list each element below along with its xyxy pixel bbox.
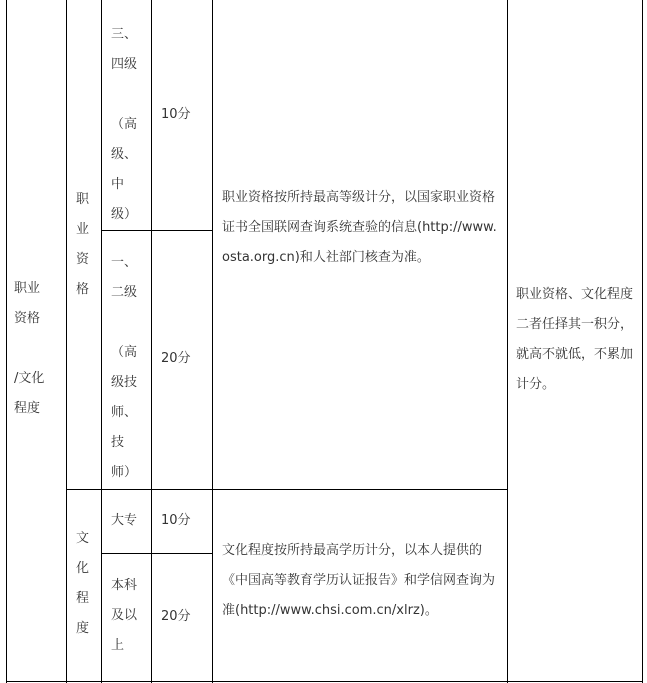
score-10: 10分 xyxy=(161,513,191,528)
column-divider xyxy=(101,0,102,683)
level-technician: 一、 二级 （高 级技 师、 技 师） xyxy=(111,255,138,480)
level-bachelor-above: 本科 及以 上 xyxy=(111,578,138,653)
table-border-left xyxy=(6,0,7,683)
column-divider xyxy=(151,0,152,683)
column-divider xyxy=(212,0,213,683)
level-senior-intermediate: 三、 四级 （高 级、 中 级） xyxy=(111,27,138,222)
score-20: 20分 xyxy=(161,351,191,366)
level-junior-college: 大专 xyxy=(111,513,138,528)
row-divider xyxy=(101,553,212,554)
score-20: 20分 xyxy=(161,609,191,624)
education-label: 文 化 程 度 xyxy=(76,531,90,636)
qualification-label: 职 业 资 格 xyxy=(76,192,90,297)
column-divider xyxy=(507,0,508,683)
scoring-note: 职业资格、文化程度二者任择其一积分，就高不就低，不累加计分。 xyxy=(516,287,634,392)
category-label: 职业 资格 /文化 程度 xyxy=(14,281,45,416)
row-divider xyxy=(101,230,212,231)
table-border-right xyxy=(642,0,643,683)
score-10: 10分 xyxy=(161,107,191,122)
qualification-rule: 职业资格按所持最高等级计分，以国家职业资格证书全国联网查询系统查验的信息(http://www.osta.org.cn)和人社部门核查为准。 xyxy=(222,190,497,265)
column-divider xyxy=(66,0,67,683)
row-divider xyxy=(66,489,507,490)
education-rule: 文化程度按所持最高学历计分，以本人提供的《中国高等教育学历认证报告》和学信网查询为准(http://www.chsi.com.cn/xlrz)。 xyxy=(222,543,496,618)
